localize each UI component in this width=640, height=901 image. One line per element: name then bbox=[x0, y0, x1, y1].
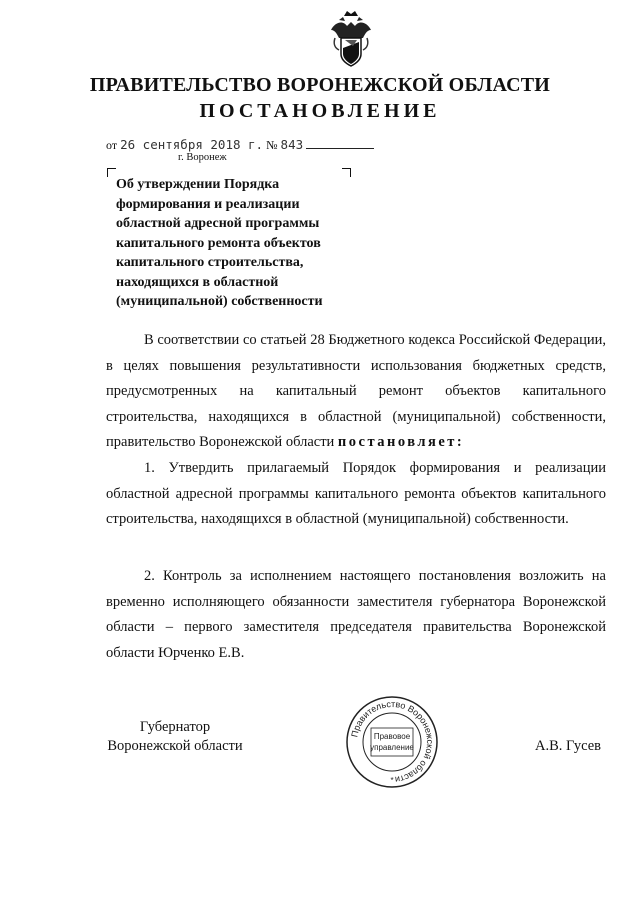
title-line: Об утверждении Порядка bbox=[116, 177, 280, 192]
seal-ring-text: Правительство Воронежской области bbox=[349, 698, 436, 785]
signatory-name: А.В. Гусев bbox=[535, 738, 601, 754]
title-line: находящихся в областной bbox=[116, 274, 279, 290]
organization-name: ПРАВИТЕЛЬСТВО ВОРОНЕЖСКОЙ ОБЛАСТИ bbox=[89, 74, 551, 96]
city-name: г. Воронеж bbox=[178, 152, 227, 163]
title-corner-left bbox=[107, 168, 116, 177]
title-line: капитального строительства, bbox=[116, 255, 304, 270]
resolves-word: постановляет: bbox=[337, 434, 465, 450]
position-line: Воронежской области bbox=[107, 738, 243, 754]
dateline-prefix: от bbox=[106, 138, 118, 152]
clause-1: 1. Утвердить прилагаемый Порядок формирования и реализации областной адресной программы капитального ремонта объектов капитального строительства, находящихся в областной (муниципальной) собственности. bbox=[106, 460, 606, 527]
coat-of-arms-icon bbox=[327, 8, 375, 68]
title-line: областной адресной программы bbox=[116, 216, 320, 231]
title-line: капитального ремонта объектов bbox=[116, 235, 321, 251]
title-line: формирования и реализации bbox=[116, 196, 300, 212]
seal-center-line: управление bbox=[370, 743, 414, 752]
seal-center-line: Правовое bbox=[373, 732, 411, 741]
dateline bbox=[106, 137, 374, 153]
svg-text:*: * bbox=[390, 776, 394, 785]
document-date: 26 сентября 2018 г. bbox=[120, 137, 264, 152]
official-stamp bbox=[345, 695, 439, 789]
number-underline bbox=[306, 137, 374, 149]
position-line: Губернатор bbox=[139, 719, 211, 735]
document-type: ПОСТАНОВЛЕНИЕ bbox=[199, 100, 441, 122]
clause-2: 2. Контроль за исполнением настоящего постановления возложить на временно исполняющего обязанности заместителя губернатора Воронежской области – первого заместителя председателя правительства Воронежской области Юрченко Е.В. bbox=[106, 568, 606, 661]
number-label: № bbox=[266, 138, 278, 152]
svg-text:Правительство Воронежской обла bbox=[349, 699, 435, 785]
preamble-text: В соответствии со статьей 28 Бюджетного кодекса Российской Федерации, в целях повышения результативности использования бюджетных средств, предусмотренных на капитальный ремонт объектов капитального строительства, находящихся в областной (муниципальной) собственности, правительство Воронежской области bbox=[106, 332, 606, 450]
document-subject-title bbox=[116, 175, 356, 312]
document-number: 843 bbox=[280, 137, 304, 152]
title-line: (муниципальной) собственности bbox=[116, 294, 323, 309]
signatory-position bbox=[100, 718, 250, 756]
preamble-paragraph bbox=[106, 328, 606, 456]
